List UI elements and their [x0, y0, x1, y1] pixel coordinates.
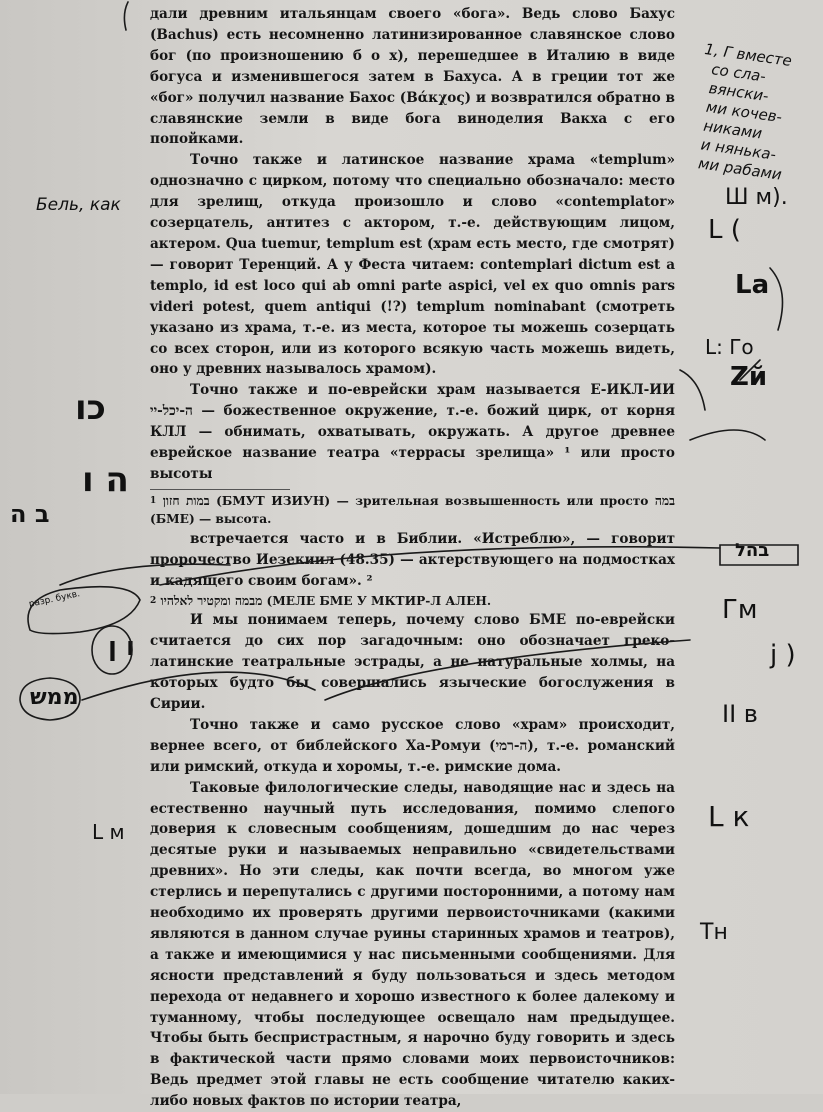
footnote — [150, 492, 675, 529]
margin-note-gm: Гм — [722, 595, 758, 625]
paragraph: Таковые филологические следы, наводящие нас и здесь на естественно научный путь исследования, помимо слепого доверия к словесным сообщениям, дошедшим до нас через десятые руки и называемых неправильно «свидетельствами древних». Но эти следы, как почти всегда, во многом уже стерлись и перепутались с другими посторонними, а потому нам необходимо их проверять другими первоисточниками (какими являются в данном случае руины старинных храмов и театров), а также и имеющимися у нас письменными сообщениями. Для ясности представлений я буду пользоваться и здесь методом перехода от недавнего и хорошо известного к более далекому и туманному, чтобы последующее освещало нам предыдущее. Чтобы быть беспристрастным, я нарочно буду говорить и здесь в фактической части прямо словами моих первоисточников: Ведь предмет этой главы не есть сообщение читателю каких-либо новых фактов по истории театра, — [150, 779, 675, 1110]
footnote-text: במות חזון (БМУТ ИЗИУН) — зрительная возвышенность или просто במה (БМЕ) — высота. — [150, 493, 675, 527]
margin-note-hebrew-5: ממש — [30, 685, 79, 710]
ink-loop — [28, 587, 140, 634]
margin-note-paren: ј ) — [770, 640, 796, 670]
margin-note-hebrew-3: ב ה — [10, 500, 50, 528]
footnote-rule — [150, 489, 290, 490]
paragraph: Точно также и само русское слово «храм» происходит, вернее всего, от библейского Ха-Ромуи (ה-רמי), т.-е. романский или римский, откуда и хоромы, т.-е. римские дома. — [150, 716, 675, 775]
margin-note-zy: Zй — [730, 362, 768, 392]
paragraph: дали древним итальянцам своего «бога». Ведь слово Бахус (Bachus) есть несомненно латинизированное славянское слово бог (по произношению б о х), перешедшее в Италию в виде богуса и изменившегося затем в Бахуса. А в греции тот же «бог» получил название Бахос (Βάκχος) и возвратился обратно в славянские земли в виде бога виноделия Вакха с его попойками. — [150, 6, 675, 148]
margin-note-la: La — [735, 270, 770, 300]
margin-note-lgo: L: Го — [705, 335, 754, 359]
footnote-text: מבמה ומקטיר לאלהיו (МЕЛЕ БМЕ У МКТИР-Л АЛЕН. — [160, 593, 492, 608]
margin-note-lm: L м — [92, 820, 125, 844]
ink-stroke — [770, 268, 783, 330]
footnote-number: 2 — [150, 595, 157, 606]
margin-note-lk: L к — [708, 800, 750, 833]
main-text-block — [150, 4, 675, 1112]
margin-note-bel: Бель, как — [36, 195, 121, 215]
margin-note-hebrew-right: בהל — [735, 540, 770, 561]
margin-note-small: разр. букв. — [28, 589, 81, 610]
paragraph: встречается часто и в Библии. «Истреблю», — говорит пророчество Иезекиил (48.35) — актерствующего на подмостках и кадящего своим богам». ² — [150, 531, 675, 589]
margin-note-hebrew-2: ה ו — [82, 460, 129, 500]
margin-note-l: L ( — [708, 215, 741, 245]
margin-note-sm: Ш м). — [725, 185, 788, 210]
margin-note-th: Тн — [700, 920, 728, 945]
margin-note-hebrew-1: כו — [75, 388, 106, 428]
paragraph: Точно также и латинское название храма «templum» однозначно с цирком, потому что специально обозначало: место для зрелищ, откуда произошло и слово «contemplator» созерцатель, антитез с актором, т.-е. действующим лицом, актером. Qua tuemur, templum est (храм есть место, где смотрят) — говорит Теренций. А у Феста читаем: contemplari dictum est a templo, id est loco qui ab omni parte aspici, vel ex quo omnis pars videri potest, quem antiqui (!?) templum nominabant (смотреть указано из храма, т.-е. из места, которое ты можешь созерцать со всех сторон, или из которого всякую часть можешь видеть, оно у древних называлось храмом). — [150, 152, 675, 378]
margin-note-right-top: 1, Г вместе со сла- вянски- ми кочев- никами и нянька- ми рабами — [687, 40, 793, 184]
ink-stroke — [680, 370, 705, 410]
ink-stroke — [690, 430, 765, 440]
paragraph: Точно также и по-еврейски храм называется Е-ИКЛ-ИИ ה-יכל-יי — божественное окружение, т.-е. божий цирк, от корня КЛЛ — обнимать, охватывать, окружать. А другое древнее еврейское название театра «террасы зрелища» ¹ или просто высоты — [150, 382, 675, 482]
margin-note-hebrew-4: ו ן — [108, 632, 135, 662]
ink-stroke — [124, 2, 128, 30]
footnote-number: 1 — [150, 495, 157, 506]
paragraph: И мы понимаем теперь, почему слово БМЕ по-еврейски считается до сих пор загадочным: оно обозначает греко-латинские театральные эстрады, а не натуральные холмы, на которых будто бы совершались языческие богослужения в Сирии. — [150, 612, 675, 712]
footnote — [150, 592, 675, 611]
margin-note-ii: II в — [722, 700, 758, 728]
